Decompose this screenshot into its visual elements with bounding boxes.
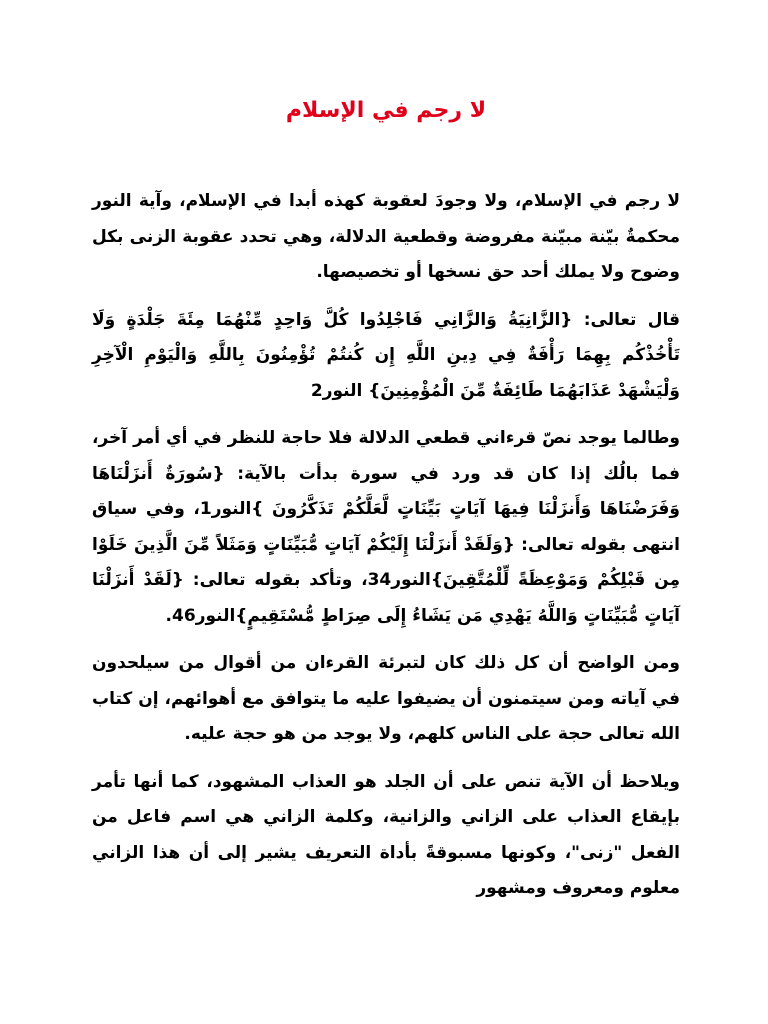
paragraph-intro: لا رجم في الإسلام، ولا وجودَ لعقوبة كهذه أبدا في الإسلام، وآية النور محكمةٌ بيّنة مبيّنة مفروضة وقطعية الدلالة، وهي تحدد عقوبة الزنى بكل وضوح ولا يملك أحد حق نسخها أو تخصيصها. [92,191,680,282]
paragraph-surah-context: وطالما يوجد نصّ قرءاني قطعي الدلالة فلا حاجة للنظر في أي أمر آخر، فما بالُك إذا كان قد ورد في سورة بدأت بالآية: {سُورَةٌ أَنزَلْنَاهَا وَفَرَضْنَاهَا وَأَنزَلْنَا فِيهَا آيَاتٍ بَيِّنَاتٍ لَّعَلَّكُمْ تَذَكَّرُونَ }النور1، وفي سياق انتهى بقوله تعالى: {وَلَقَدْ أَنزَلْنَا إِلَيْكُمْ آيَاتٍ مُّبَيِّنَاتٍ وَمَثَلاً مِّنَ الَّذِينَ خَلَوْا مِن قَبْلِكُمْ وَمَوْعِظَةً لِّلْمُتَّقِينَ}النور34، وتأكد بقوله تعالى: {لَقَدْ أَنزَلْنَا آيَاتٍ مُّبَيِّنَاتٍ وَاللَّهُ يَهْدِي مَن يَشَاءُ إِلَى صِرَاطٍ مُّسْتَقِيمٍ}النور46. [92,428,680,626]
paragraph-observation: ويلاحظ أن الآية تنص على أن الجلد هو العذاب المشهود، كما أنها تأمر بإيقاع العذاب على الزاني والزانية، وكلمة الزاني هي اسم فاعل من الفعل "زنى"، وكونها مسبوقةً بأداة التعريف يشير إلى أن هذا الزاني معلوم ومعروف ومشهور [92,771,680,898]
document-title: لا رجم في الإسلام [285,98,487,123]
paragraph-argument: ومن الواضح أن كل ذلك كان لتبرئة القرءان من أقوال من سيلحدون في آياته ومن سيتمنون أن يضيفوا عليه ما يتوافق مع أهوائهم، إن كتاب الله تعالى حجة على الناس كلهم، ولا يوجد من هو حجة عليه. [92,653,680,744]
paragraph-verse-quote: قال تعالى: {الزَّانِيَةُ وَالزَّانِي فَاجْلِدُوا كُلَّ وَاحِدٍ مِّنْهُمَا مِئَةَ جَلْدَةٍ وَلَا تَأْخُذْكُم بِهِمَا رَأْفَةٌ فِي دِينِ اللَّهِ إِن كُنتُمْ تُؤْمِنُونَ بِاللَّهِ وَالْيَوْمِ الْآخِرِ وَلْيَشْهَدْ عَذَابَهُمَا طَائِفَةٌ مِّنَ الْمُؤْمِنِينَ} النور2 [92,309,680,401]
